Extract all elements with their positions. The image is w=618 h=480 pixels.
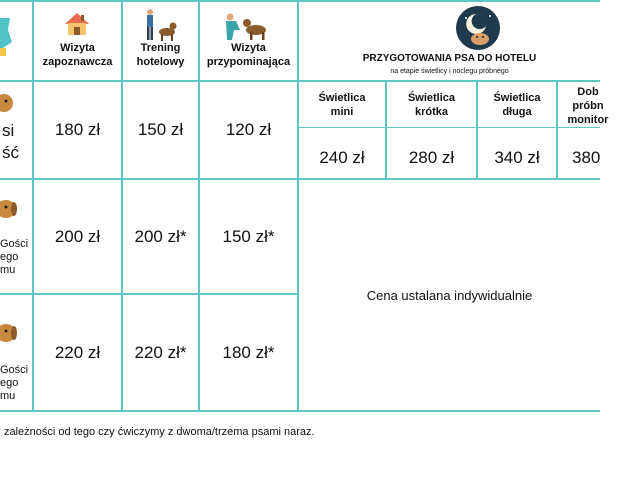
price-cell: 240 zł <box>319 148 365 167</box>
price-cell: 340 zł <box>494 148 540 167</box>
price-cell: 180 zł* <box>222 342 275 362</box>
row-label: Gości ego mu <box>0 238 29 276</box>
grid-line <box>297 127 600 128</box>
cropped-icon <box>0 18 14 63</box>
subheader-swietlica-mini: Świetlica mini <box>318 92 366 118</box>
price-cell: 120 zł <box>225 120 272 139</box>
header-hotel-subtitle: na etapie świetlicy i noclegu próbnego <box>390 67 509 75</box>
dog-face-icon <box>0 322 18 349</box>
price-cell: 220 zł* <box>134 342 187 362</box>
subheader-doba-probna: Dob próbn monitor <box>567 86 609 126</box>
price-cell: 150 zł <box>137 120 184 139</box>
header-wizyta-przypominajaca: Wizyta przypominająca <box>206 42 291 68</box>
price-cell: 280 zł <box>408 148 455 167</box>
header-wizyta-zapoznawcza: Wizyta zapoznawcza <box>42 42 113 68</box>
merged-price-note: Cena ustalana indywidualnie <box>366 287 533 303</box>
price-cell: 200 zł* <box>134 226 187 246</box>
row-label: Gości ego mu <box>0 364 29 402</box>
footnote: zależności od tego czy ćwiczymy z dwoma/trzema psami naraz. <box>4 426 315 438</box>
dog-face-icon <box>0 198 18 225</box>
price-cell: 200 zł <box>54 226 101 246</box>
price-cell: 180 zł <box>54 120 101 139</box>
header-trening-hotelowy: Trening hotelowy <box>136 42 185 68</box>
grid-line <box>0 410 600 412</box>
dog-face-icon <box>0 92 14 119</box>
price-cell: 150 zł* <box>222 226 275 246</box>
subheader-swietlica-dluga: Świetlica długa <box>493 92 541 118</box>
moon-dog-logo-icon <box>456 6 500 55</box>
row-label: si ść <box>2 121 19 162</box>
price-cell: 220 zł <box>54 342 101 362</box>
subheader-swietlica-krotka: Świetlica krótka <box>407 92 456 118</box>
house-icon <box>64 12 90 41</box>
header-hotel-title: PRZYGOTOWANIA PSA DO HOTELU <box>362 53 537 64</box>
grid-line <box>0 0 600 2</box>
price-cell: 380 <box>572 148 601 167</box>
